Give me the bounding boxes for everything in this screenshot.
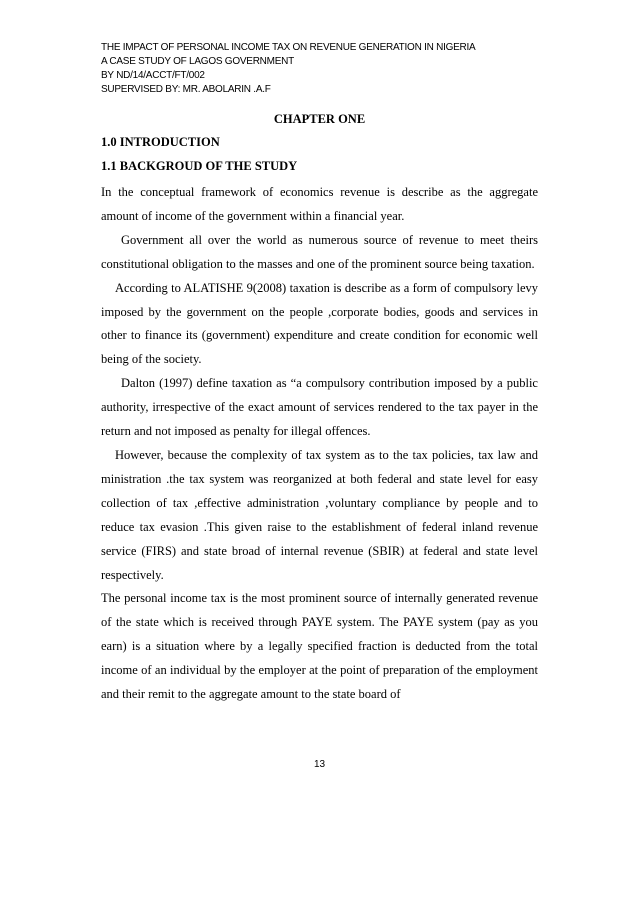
chapter-title: CHAPTER ONE (273, 112, 366, 126)
paragraph-alatishe-definition: According to ALATISHE 9(2008) taxation is describe as a form of compulsory levy imposed by the government on the people ,corporate bodies, goods and services in other to finance its (government) expenditure and create condition for economic well being of the society. (101, 280, 538, 367)
running-header (101, 41, 541, 97)
section-heading-background: 1.1 BACKGROUD OF THE STUDY (101, 159, 298, 173)
paragraph-government-revenue: Government all over the world as numerous source of revenue to meet theirs constitutional obligation to the masses and one of the prominent source being taxation. (101, 232, 538, 271)
paragraph-conceptual-framework: In the conceptual framework of economics revenue is describe as the aggregate amount of income of the government within a financial year. (101, 185, 538, 223)
paragraph-tax-system-reorganization: However, because the complexity of tax system as to the tax policies, tax law and ministration .the tax system was reorganized at both federal and state level for easy collection of tax ,effective administration ,voluntary compliance by people and to reduce tax evasion .This given raise to the establishment of federal inland revenue service (FIRS) and state broad of internal revenue (SBIR) at federal and state level respectively. (101, 447, 538, 582)
header-author-line: BY ND/14/ACCT/FT/002 (101, 70, 205, 81)
paragraph-personal-income-tax: The personal income tax is the most prominent source of internally generated revenue of the state which is received through PAYE system. The PAYE system (pay as you earn) is a situation where by a legally specified fraction is deducted from the total income of an individual by the employer at the point of preparation of the employment and their remit to the aggregate amount to the state board of (101, 591, 538, 702)
header-supervisor-line: SUPERVISED BY: MR. ABOLARIN .A.F (101, 84, 271, 95)
section-heading-introduction: 1.0 INTRODUCTION (101, 135, 220, 149)
page-number: 13 (313, 759, 326, 770)
header-title-line: THE IMPACT OF PERSONAL INCOME TAX ON REVENUE GENERATION IN NIGERIA (101, 42, 476, 53)
body-text (101, 181, 538, 707)
header-case-study-line: A CASE STUDY OF LAGOS GOVERNMENT (101, 56, 294, 67)
paragraph-dalton-definition: Dalton (1997) define taxation as “a compulsory contribution imposed by a public authority, irrespective of the exact amount of services rendered to the tax payer in the return and not imposed as penalty for illegal offences. (101, 376, 538, 439)
